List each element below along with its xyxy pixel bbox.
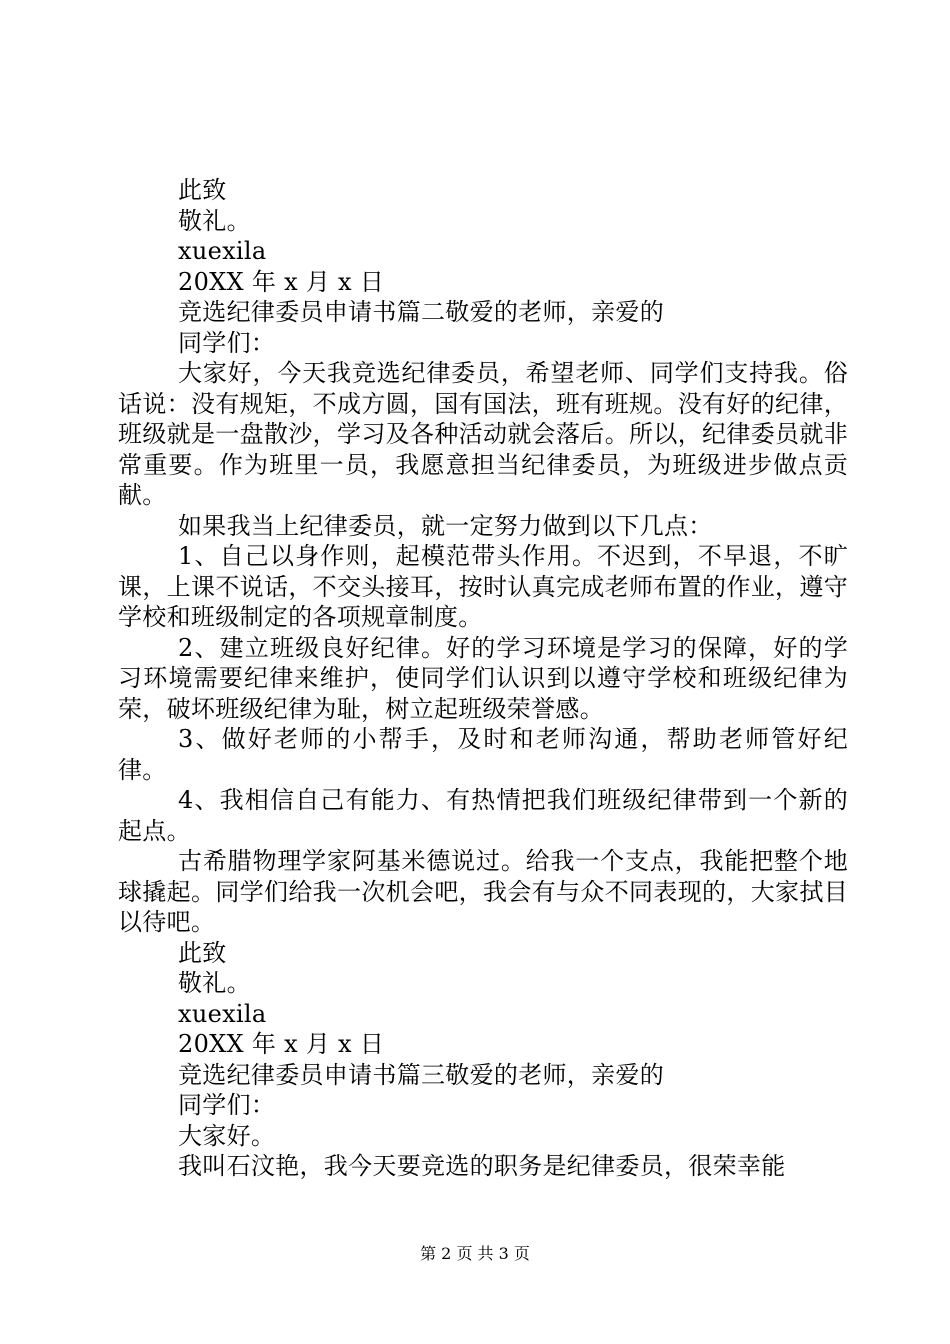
body-paragraph: 4、我相信自己有能力、有热情把我们班级纪律带到一个新的起点。 [118, 786, 848, 845]
section-heading: 竞选纪律委员申请书篇二敬爱的老师，亲爱的 [178, 298, 664, 326]
author-line: xuexila [178, 999, 267, 1028]
greeting-line: 大家好。 [178, 1121, 276, 1150]
date-line: 20XX 年 x 月 x 日 [178, 267, 385, 296]
body-paragraph: 我叫石汶艳，我今天要竞选的职务是纪律委员，很荣幸能 [178, 1152, 786, 1180]
date-line: 20XX 年 x 月 x 日 [178, 1030, 385, 1058]
section-heading: 竞选纪律委员申请书篇三敬爱的老师，亲爱的 [178, 1060, 664, 1089]
salutation-line: 敬礼。 [178, 206, 251, 235]
author-line: xuexila [178, 237, 267, 265]
salutation-line: 此致 [178, 176, 227, 204]
body-paragraph: 大家好，今天我竞选纪律委员，希望老师、同学们支持我。俗话说：没有规矩，不成方圆，国有国法，班有班规。没有好的纪律，班级就是一盘散沙，学习及各种活动就会落后。所以，纪律委员就非常重要。作为班里一员，我愿意担当纪律委员，为班级进步做点贡献。 [118, 359, 848, 509]
page-footer [0, 1244, 950, 1264]
body-paragraph: 古希腊物理学家阿基米德说过。给我一个支点，我能把整个地球撬起。同学们给我一次机会吧，我会有与众不同表现的，大家拭目以待吧。 [118, 847, 848, 936]
body-paragraph: 如果我当上纪律委员，就一定努力做到以下几点： [178, 511, 713, 540]
page-number: 第 2 页 共 3 页 [420, 1244, 530, 1263]
greeting-line: 同学们： [178, 1091, 276, 1119]
body-paragraph: 2、建立班级良好纪律。好的学习环境是学习的保障，好的学习环境需要纪律来维护，使同学们认识到以遵守学校和班级纪律为荣，破坏班级纪律为耻，树立起班级荣誉感。 [118, 633, 848, 723]
body-paragraph: 1、自己以身作则，起模范带头作用。不迟到，不早退，不旷课，上课不说话，不交头接耳，按时认真完成老师布置的作业，遵守学校和班级制定的各项规章制度。 [118, 542, 848, 631]
document-body [118, 175, 848, 1182]
body-paragraph: 3、做好老师的小帮手，及时和老师沟通，帮助老师管好纪律。 [118, 725, 848, 784]
greeting-line: 同学们： [178, 328, 276, 357]
salutation-line: 此致 [178, 938, 227, 967]
salutation-line: 敬礼。 [178, 969, 251, 997]
